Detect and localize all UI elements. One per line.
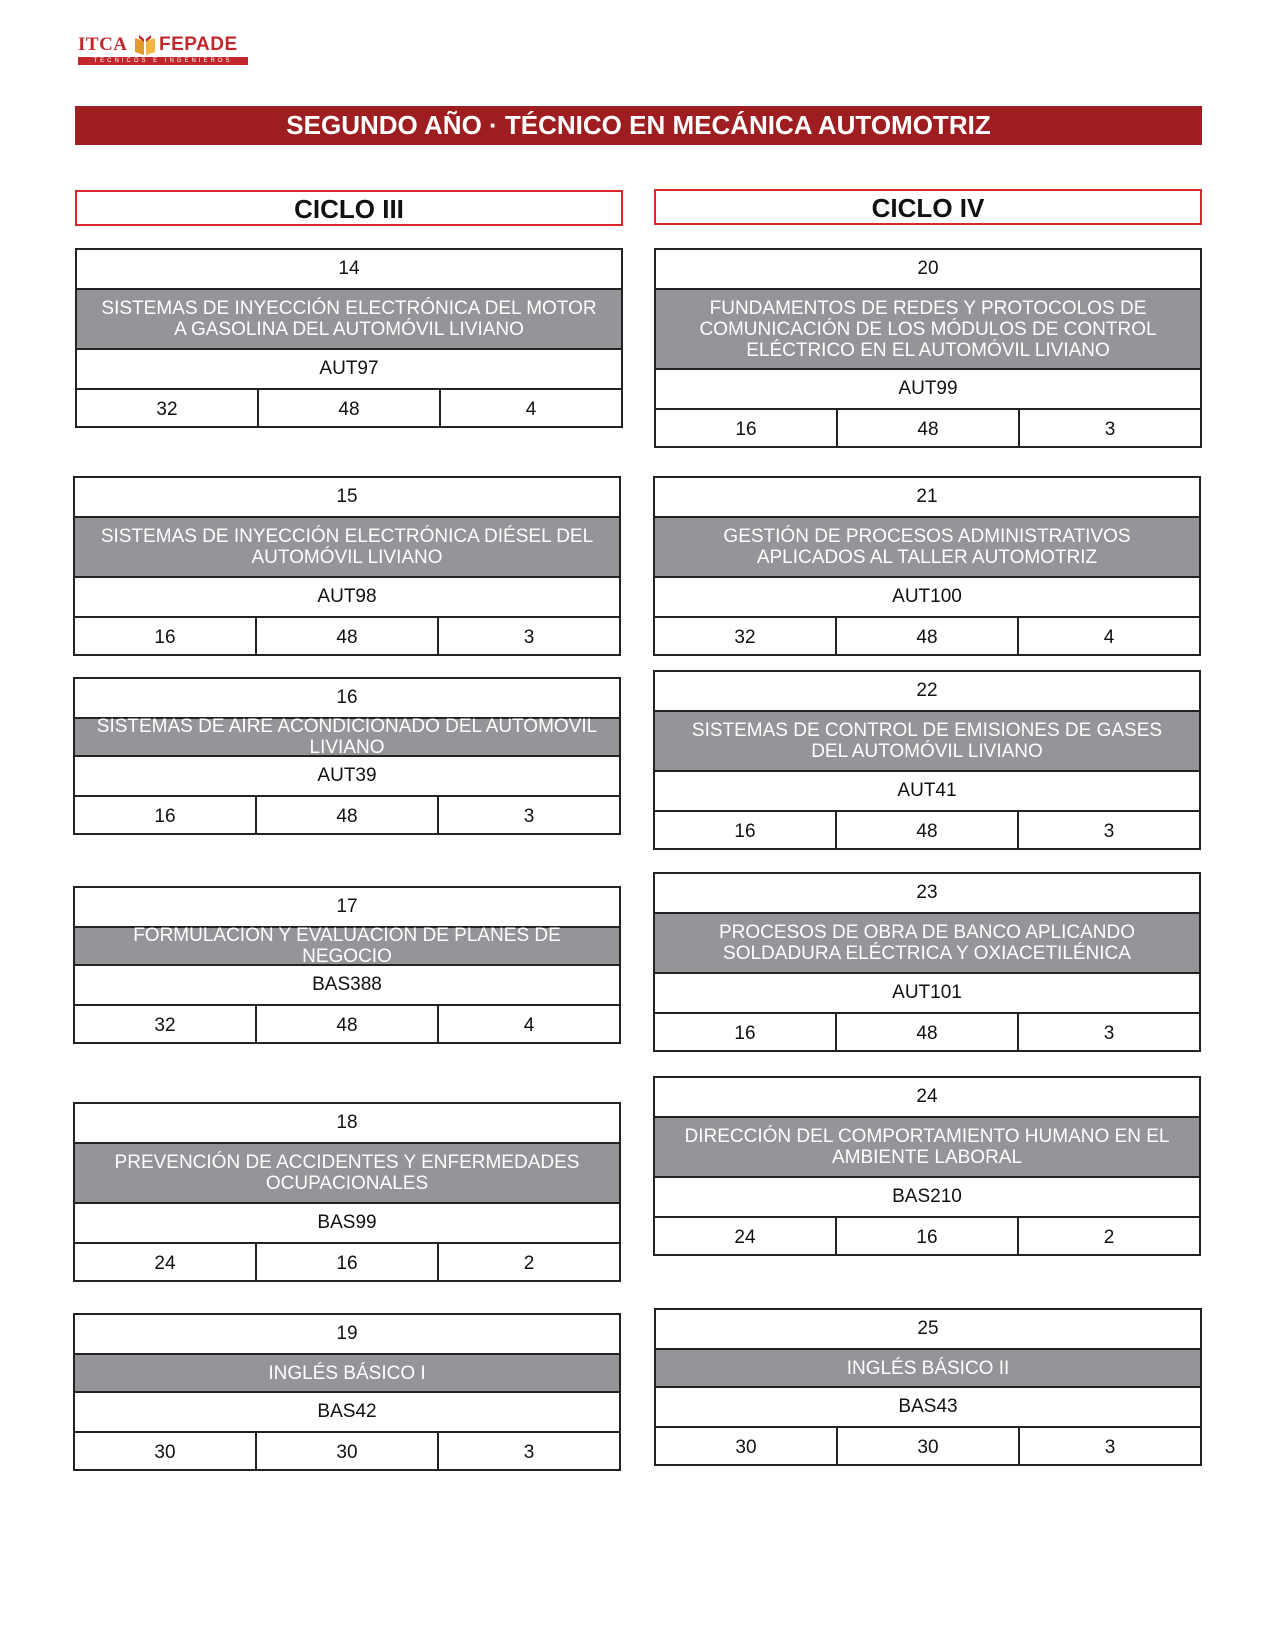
stat-1: 32 [734, 627, 756, 648]
course-name: SISTEMAS DE INYECCIÓN ELECTRÓNICA DIÉSEL DEL AUTOMÓVIL LIVIANO [75, 518, 619, 578]
course-number: 19 [75, 1315, 619, 1355]
stat-1: 24 [154, 1253, 176, 1274]
course-card-17 [73, 886, 621, 1044]
course-code: BAS99 [75, 1204, 619, 1244]
stat-1: 32 [156, 399, 178, 420]
stat-1: 30 [735, 1437, 757, 1458]
stat-1: 32 [154, 1015, 176, 1036]
course-card-14 [75, 248, 623, 428]
stat-3: 2 [1017, 1218, 1199, 1254]
course-code: AUT97 [77, 350, 621, 390]
course-card-23 [653, 872, 1201, 1052]
stat-3: 3 [437, 797, 619, 833]
stat-3: 3 [1017, 812, 1199, 848]
course-number: 25 [656, 1310, 1200, 1350]
stat-1: 16 [154, 627, 176, 648]
course-code: BAS42 [75, 1393, 619, 1433]
course-number: 18 [75, 1104, 619, 1144]
stat-2: 48 [835, 1014, 1017, 1050]
course-number: 16 [75, 679, 619, 719]
logo-itca-text: ITCA [78, 34, 128, 55]
course-code: BAS43 [656, 1388, 1200, 1428]
stat-3: 4 [437, 1006, 619, 1042]
course-stats [77, 390, 621, 426]
course-name: INGLÉS BÁSICO I [75, 1355, 619, 1393]
stat-2: 48 [255, 797, 437, 833]
course-name: GESTIÓN DE PROCESOS ADMINISTRATIVOS APLICADOS AL TALLER AUTOMOTRIZ [655, 518, 1199, 578]
course-number: 14 [77, 250, 621, 290]
course-code: AUT100 [655, 578, 1199, 618]
course-card-24 [653, 1076, 1201, 1256]
logo-tagline: TÉCNICOS E INGENIEROS [78, 57, 248, 65]
stat-2: 30 [255, 1433, 437, 1469]
stat-2: 48 [257, 390, 439, 426]
logo-fepade-text: FEPADE [159, 34, 238, 55]
course-name: SISTEMAS DE INYECCIÓN ELECTRÓNICA DEL MOTOR A GASOLINA DEL AUTOMÓVIL LIVIANO [77, 290, 621, 350]
course-card-22 [653, 670, 1201, 850]
course-stats [656, 410, 1200, 446]
stat-3: 2 [437, 1244, 619, 1280]
stat-1: 16 [734, 1023, 756, 1044]
stat-3: 3 [1017, 1014, 1199, 1050]
stat-3: 3 [1018, 1428, 1200, 1464]
course-stats [655, 1218, 1199, 1254]
course-card-19 [73, 1313, 621, 1471]
stat-2: 16 [835, 1218, 1017, 1254]
open-book-icon [133, 34, 157, 56]
stat-1: 30 [154, 1442, 176, 1463]
course-name: FORMULACIÓN Y EVALUACIÓN DE PLANES DE NEGOCIO [75, 928, 619, 966]
course-code: BAS388 [75, 966, 619, 1006]
course-number: 17 [75, 888, 619, 928]
stat-1: 24 [734, 1227, 756, 1248]
page-title-banner: SEGUNDO AÑO · TÉCNICO EN MECÁNICA AUTOMOTRIZ [75, 106, 1202, 145]
course-stats [75, 1244, 619, 1280]
stat-3: 3 [437, 618, 619, 654]
course-code: BAS210 [655, 1178, 1199, 1218]
course-code: AUT39 [75, 757, 619, 797]
course-name: SISTEMAS DE CONTROL DE EMISIONES DE GASES DEL AUTOMÓVIL LIVIANO [655, 712, 1199, 772]
stat-2: 30 [836, 1428, 1018, 1464]
stat-2: 48 [255, 618, 437, 654]
stat-1: 16 [735, 419, 757, 440]
stat-3: 3 [437, 1433, 619, 1469]
course-card-25 [654, 1308, 1202, 1466]
course-number: 23 [655, 874, 1199, 914]
course-stats [656, 1428, 1200, 1464]
stat-1: 16 [734, 821, 756, 842]
course-name: PREVENCIÓN DE ACCIDENTES Y ENFERMEDADES OCUPACIONALES [75, 1144, 619, 1204]
stat-3: 4 [439, 390, 621, 426]
course-card-15 [73, 476, 621, 656]
cycle-header-iii: CICLO III [75, 190, 623, 226]
stat-3: 3 [1018, 410, 1200, 446]
course-name: FUNDAMENTOS DE REDES Y PROTOCOLOS DE COMUNICACIÓN DE LOS MÓDULOS DE CONTROL ELÉCTRICO EN EL AUTOMÓVIL LIVIANO [656, 290, 1200, 370]
stat-1: 16 [154, 806, 176, 827]
stat-2: 48 [835, 618, 1017, 654]
course-stats [655, 812, 1199, 848]
course-number: 15 [75, 478, 619, 518]
stat-2: 48 [836, 410, 1018, 446]
course-code: AUT101 [655, 974, 1199, 1014]
stat-3: 4 [1017, 618, 1199, 654]
course-number: 22 [655, 672, 1199, 712]
course-stats [75, 618, 619, 654]
itca-fepade-logo [78, 34, 253, 68]
stat-2: 48 [835, 812, 1017, 848]
course-number: 21 [655, 478, 1199, 518]
course-code: AUT41 [655, 772, 1199, 812]
course-code: AUT99 [656, 370, 1200, 410]
course-name: DIRECCIÓN DEL COMPORTAMIENTO HUMANO EN EL AMBIENTE LABORAL [655, 1118, 1199, 1178]
cycle-header-iv: CICLO IV [654, 189, 1202, 225]
course-name: SISTEMAS DE AIRE ACONDICIONADO DEL AUTOMOVIL LIVIANO [75, 719, 619, 757]
course-name: INGLÉS BÁSICO II [656, 1350, 1200, 1388]
course-number: 24 [655, 1078, 1199, 1118]
course-stats [75, 797, 619, 833]
course-card-20 [654, 248, 1202, 448]
course-stats [655, 618, 1199, 654]
course-number: 20 [656, 250, 1200, 290]
course-stats [75, 1006, 619, 1042]
course-name: PROCESOS DE OBRA DE BANCO APLICANDO SOLDADURA ELÉCTRICA Y OXIACETILÉNICA [655, 914, 1199, 974]
stat-2: 16 [255, 1244, 437, 1280]
course-card-16 [73, 677, 621, 835]
course-card-21 [653, 476, 1201, 656]
course-code: AUT98 [75, 578, 619, 618]
course-stats [655, 1014, 1199, 1050]
stat-2: 48 [255, 1006, 437, 1042]
course-stats [75, 1433, 619, 1469]
course-card-18 [73, 1102, 621, 1282]
